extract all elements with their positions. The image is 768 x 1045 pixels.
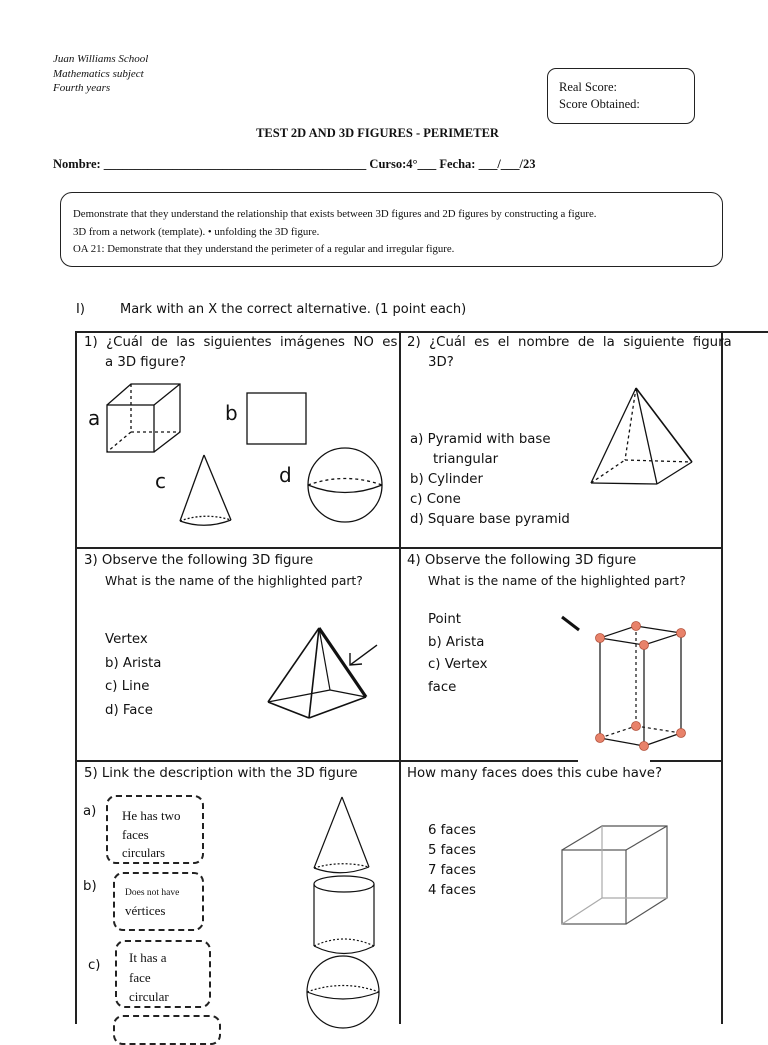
q6-option-6[interactable]: 6 faces — [428, 823, 476, 838]
objective-line: Demonstrate that they understand the relationship that exists between 3D figures and 2D figures by constructing a figure. — [73, 208, 597, 220]
q5-a-line: faces — [122, 827, 149, 842]
q4-option-d[interactable]: face — [428, 679, 457, 695]
q5-a-line: circulars — [122, 846, 166, 860]
q5-letter-c: c) — [88, 958, 101, 973]
q3-option-a[interactable]: Vertex — [105, 632, 148, 647]
q2-option-a[interactable]: a) Pyramid with base — [410, 432, 551, 447]
q2-option-d[interactable]: d) Square base pyramid — [410, 512, 570, 527]
q4-option-a[interactable]: Point — [428, 612, 462, 627]
q1-option-b-label[interactable]: b — [225, 401, 238, 425]
q2-text-line2: 3D? — [428, 355, 454, 370]
q4-option-c[interactable]: c) Vertex — [428, 657, 488, 672]
student-form-line: Nombre: __________________________________________ Curso:4°___ Fecha: ___/___/23 — [53, 157, 536, 171]
q5-b-line: Does not have — [125, 888, 180, 898]
q5-c-line: face — [129, 969, 151, 985]
q3-text-line1: 3) Observe the following 3D figure — [84, 553, 314, 568]
q5-c-line: It has a — [129, 950, 167, 965]
q4-text-line2: What is the name of the highlighted part? — [428, 574, 686, 588]
q3-option-d[interactable]: d) Face — [105, 702, 153, 718]
section-instruction: Mark with an X the correct alternative. (1 point each) — [120, 302, 467, 317]
objective-line: OA 21: Demonstrate that they understand the perimeter of a regular and irregular figure. — [73, 243, 455, 255]
score-obtained-label: Score Obtained: — [559, 97, 640, 111]
section-number: I) — [76, 302, 85, 317]
q5-letter-b: b) — [83, 879, 97, 894]
q3-option-c[interactable]: c) Line — [105, 679, 150, 694]
objective-line: 3D from a network (template). • unfolding the 3D figure. — [73, 225, 320, 238]
q6-option-4[interactable]: 4 faces — [428, 883, 476, 898]
q3-text-line2: What is the name of the highlighted part? — [105, 574, 363, 588]
grade-level: Fourth years — [53, 82, 111, 94]
q6-option-5[interactable]: 5 faces — [428, 843, 476, 858]
q2-text-line1: 2) ¿Cuál es el nombre de la siguiente figura — [407, 335, 732, 350]
q1-text-line2: a 3D figure? — [105, 355, 186, 370]
q5-letter-a: a) — [83, 804, 97, 819]
q4-option-b[interactable]: b) Arista — [428, 634, 485, 650]
q6-option-7[interactable]: 7 faces — [428, 863, 476, 878]
test-title: TEST 2D AND 3D FIGURES - PERIMETER — [256, 126, 499, 140]
q1-option-d-label[interactable]: d — [279, 463, 292, 487]
q2-option-a-cont: triangular — [433, 452, 499, 467]
q1-option-a-label[interactable]: a — [88, 406, 101, 430]
q5-b-line: vértices — [125, 903, 166, 918]
q5-c-line: circular — [129, 989, 169, 1004]
question-5: 5) Link the description with the 3D figure — [84, 766, 358, 781]
question-6: How many faces does this cube have? — [407, 766, 663, 781]
q1-option-c-label[interactable]: c — [155, 469, 166, 493]
q3-option-b[interactable]: b) Arista — [105, 655, 162, 671]
school-name: Juan Williams School — [53, 53, 149, 65]
q1-text-line1: 1) ¿Cuál de las siguientes imágenes NO es — [84, 335, 398, 350]
q4-text-line1: 4) Observe the following 3D figure — [407, 553, 637, 568]
q2-option-b[interactable]: b) Cylinder — [410, 472, 483, 487]
real-score-label: Real Score: — [559, 80, 617, 94]
q2-option-c[interactable]: c) Cone — [410, 492, 461, 507]
subject-name: Mathematics subject — [53, 67, 144, 80]
q5-a-line: He has two — [122, 808, 181, 823]
